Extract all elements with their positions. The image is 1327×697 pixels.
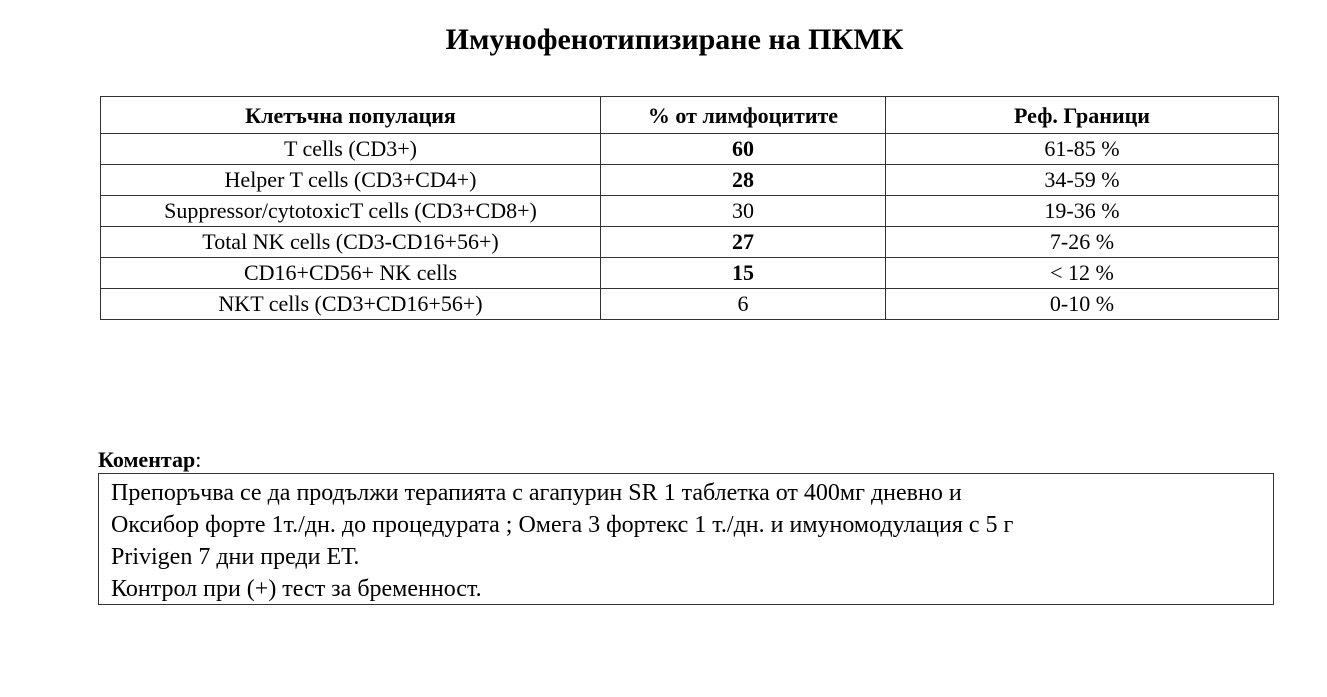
comment-heading bbox=[98, 446, 201, 474]
cell-population: CD16+CD56+ NK cells bbox=[101, 258, 601, 289]
cell-reference: 19-36 % bbox=[886, 196, 1279, 227]
cell-population: Total NK cells (CD3-CD16+56+) bbox=[101, 227, 601, 258]
cell-reference: 34-59 % bbox=[886, 165, 1279, 196]
cell-percent: 30 bbox=[601, 196, 886, 227]
header-percent: % от лимфоцитите bbox=[601, 97, 886, 134]
table-row bbox=[101, 289, 1279, 320]
cell-population: Helper T cells (CD3+CD4+) bbox=[101, 165, 601, 196]
cell-reference: 0-10 % bbox=[886, 289, 1279, 320]
table-row bbox=[101, 258, 1279, 289]
header-population: Клетъчна популация bbox=[101, 97, 601, 134]
cell-percent: 6 bbox=[601, 289, 886, 320]
cell-reference: 7-26 % bbox=[886, 227, 1279, 258]
cell-reference: 61-85 % bbox=[886, 134, 1279, 165]
header-reference: Реф. Граници bbox=[886, 97, 1279, 134]
cell-percent: 27 bbox=[601, 227, 886, 258]
table-row bbox=[101, 227, 1279, 258]
cell-reference: < 12 % bbox=[886, 258, 1279, 289]
cell-percent: 28 bbox=[601, 165, 886, 196]
table-row bbox=[101, 165, 1279, 196]
immunophenotyping-table bbox=[100, 96, 1279, 320]
comment-line: Препоръчва се да продължи терапията с агапурин SR 1 таблетка от 400мг дневно и bbox=[111, 480, 962, 506]
comment-box bbox=[98, 473, 1274, 605]
cell-population: NKT cells (CD3+CD16+56+) bbox=[101, 289, 601, 320]
comment-label: Коментар bbox=[98, 447, 196, 472]
cell-population: T cells (CD3+) bbox=[101, 134, 601, 165]
table-row bbox=[101, 134, 1279, 165]
table-row bbox=[101, 196, 1279, 227]
table-header-row bbox=[101, 97, 1279, 134]
page-title: Имунофенотипизиране на ПКМК bbox=[445, 23, 904, 56]
comment-line: Оксибор форте 1т./дн. до процедурата ; Омега 3 фортекс 1 т./дн. и имуномодулация с 5 г bbox=[111, 512, 1014, 538]
cell-percent: 60 bbox=[601, 134, 886, 165]
comment-line: Контрол при (+) тест за бременност. bbox=[111, 576, 482, 602]
comment-label-colon: : bbox=[195, 447, 202, 472]
comment-line: Privigen 7 дни преди ЕТ. bbox=[111, 544, 360, 570]
cell-population: Suppressor/cytotoxicT cells (CD3+CD8+) bbox=[101, 196, 601, 227]
cell-percent: 15 bbox=[601, 258, 886, 289]
